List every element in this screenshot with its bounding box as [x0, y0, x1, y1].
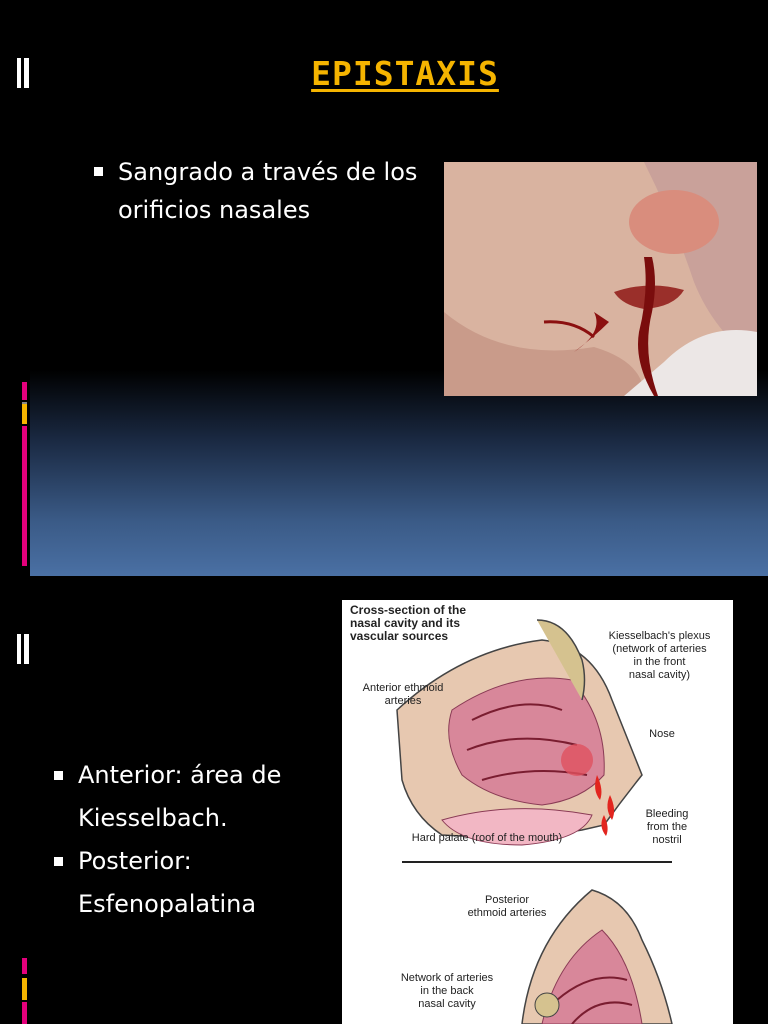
accent-bar-yellow-2	[22, 978, 27, 1000]
diagram-title-line: nasal cavity and its	[350, 616, 461, 630]
posterior-ethmoid-label	[452, 894, 562, 920]
nose-label: Nose	[649, 728, 675, 740]
label-line: nasal cavity)	[628, 669, 691, 681]
accent-bar-yellow	[22, 404, 27, 424]
label-line: (network of arteries	[612, 643, 707, 655]
label-line: arteries	[384, 695, 422, 707]
bullet-item-posterior: Posterior: Esfenopalatina	[50, 840, 340, 926]
label-line: Network of arteries	[400, 972, 494, 984]
face-illustration	[444, 162, 757, 396]
corner-mark-top	[17, 58, 21, 88]
bullet-list	[90, 153, 420, 229]
label-line: Posterior	[484, 894, 530, 906]
slide-sources	[30, 576, 768, 1024]
accent-bar-pink	[22, 382, 27, 400]
bullet-item-anterior: Anterior: área de Kiesselbach.	[50, 754, 340, 840]
label-line: in the front	[633, 656, 686, 668]
hard-palate-label: Hard palate (roof of the mouth)	[411, 832, 563, 844]
accent-bar-pink-long	[22, 426, 27, 566]
diagram-title-line: Cross-section of the	[350, 603, 467, 617]
label-line: from the	[646, 821, 688, 833]
corner-mark-mid-2	[24, 634, 29, 664]
label-line: ethmoid arteries	[467, 907, 547, 919]
bleeding-label	[637, 808, 697, 847]
label-line: nostril	[652, 834, 682, 846]
bullet-list	[50, 754, 340, 926]
label-line: nasal cavity	[418, 998, 476, 1010]
accent-bar-pink-2	[22, 958, 27, 974]
slide-title: EPISTAXIS	[311, 54, 499, 93]
anterior-ethmoid-label	[348, 682, 458, 708]
accent-bar-pink-3	[22, 1002, 27, 1024]
bullet-item: Sangrado a través de los orificios nasales	[90, 153, 420, 229]
nosebleed-photo	[444, 162, 757, 396]
label-line: Kiesselbach's plexus	[608, 630, 711, 642]
kiesselbach-label	[592, 630, 727, 682]
corner-mark-top-2	[24, 58, 29, 88]
corner-mark-mid	[17, 634, 21, 664]
slide-epistaxis	[30, 0, 768, 576]
label-line: Anterior ethmoid	[362, 682, 444, 694]
label-line: in the back	[420, 985, 474, 997]
diagram-title	[350, 604, 500, 643]
diagram-title-line: vascular sources	[350, 629, 449, 643]
nasal-cavity-diagram	[342, 600, 733, 1024]
label-line: Bleeding	[645, 808, 689, 820]
back-network-label	[382, 972, 512, 1011]
